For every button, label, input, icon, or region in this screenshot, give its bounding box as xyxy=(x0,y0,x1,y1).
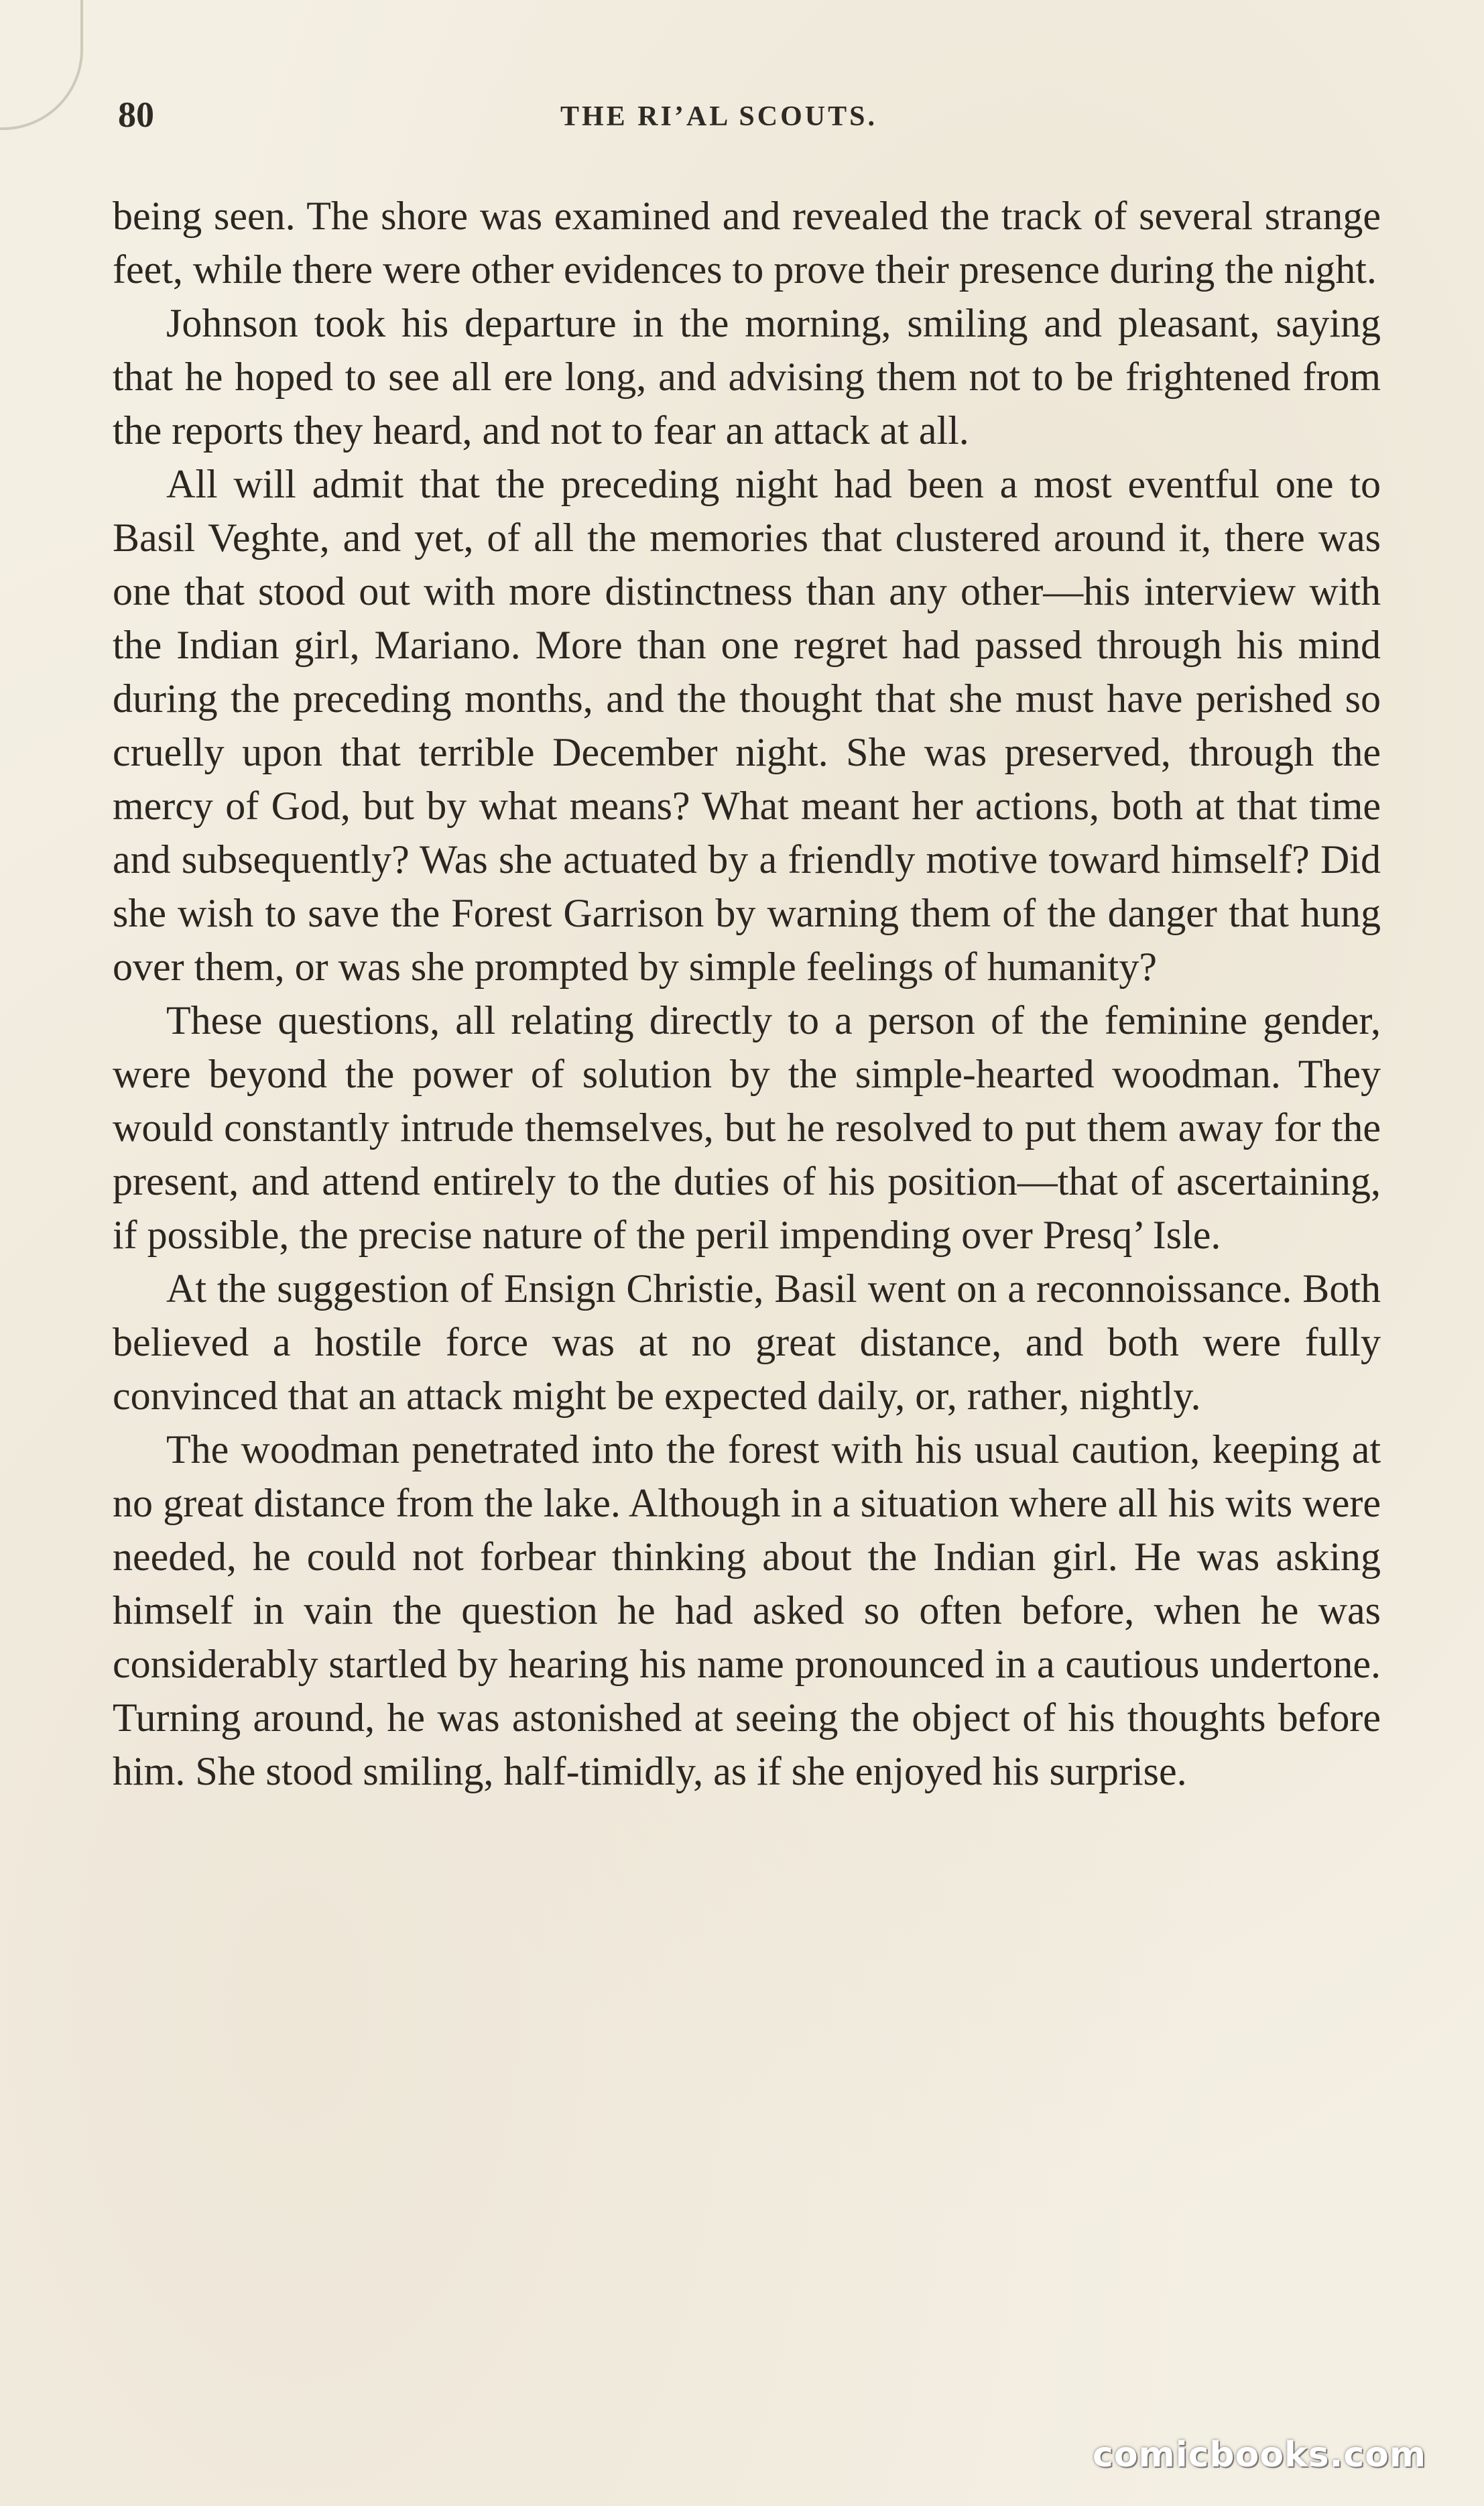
page-header xyxy=(118,94,1378,147)
paragraph: Johnson took his departure in the morning, smiling and pleasant, saying that he hoped to see all ere long, and advising them not to be frightened from the reports they heard, and not to fear an attack at all. xyxy=(113,301,1381,453)
paragraph: The woodman penetrated into the forest with his usual caution, keeping at no great distance from the lake. Although in a situation where all his wits were needed, he could not forbear thinking about the Indian girl. He was asking himself in vain the question he had asked so often before, when he was considerably startled by hearing his name pronounced in a cautious undertone. Turning around, he was astonished at seeing the object of his thoughts before him. She stood smiling, half-timidly, as if she enjoyed his surprise. xyxy=(113,1427,1381,1793)
running-head: THE RI’AL SCOUTS. xyxy=(560,101,877,132)
page-number: 80 xyxy=(118,95,154,135)
paragraph: being seen. The shore was examined and revealed the track of several strange feet, while there were other evidences to prove their presence during the night. xyxy=(113,194,1381,292)
paragraph: All will admit that the preceding night had been a most eventful one to Basil Veghte, and yet, of all the memories that clustered around it, there was one that stood out with more distinctness than any other—his interview with the Indian girl, Mariano. More than one regret had passed through his mind during the preceding months, and the thought that she must have perished so cruelly upon that terrible December night. She was preserved, through the mercy of God, but by what means? What meant her actions, both at that time and subsequently? Was she actuated by a friendly motive toward himself? Did she wish to save the Forest Garrison by warning them of the danger that hung over them, or was she prompted by simple feelings of humanity? xyxy=(113,462,1381,989)
site-watermark: comicbooks.com xyxy=(1093,2435,1427,2475)
page-corner-curl xyxy=(0,0,83,130)
body-text xyxy=(113,189,1381,1798)
paragraph: At the suggestion of Ensign Christie, Basil went on a reconnoissance. Both believed a hostile force was at no great distance, and both were fully convinced that an attack might be expected daily, or, rather, nightly. xyxy=(113,1266,1381,1418)
paragraph: These questions, all relating directly to a person of the feminine gender, were beyond the power of solution by the simple-hearted woodman. They would constantly intrude themselves, but he resolved to put them away for the present, and attend entirely to the duties of his position—that of ascertaining, if possible, the precise nature of the peril impending over Presq’ Isle. xyxy=(113,998,1381,1257)
